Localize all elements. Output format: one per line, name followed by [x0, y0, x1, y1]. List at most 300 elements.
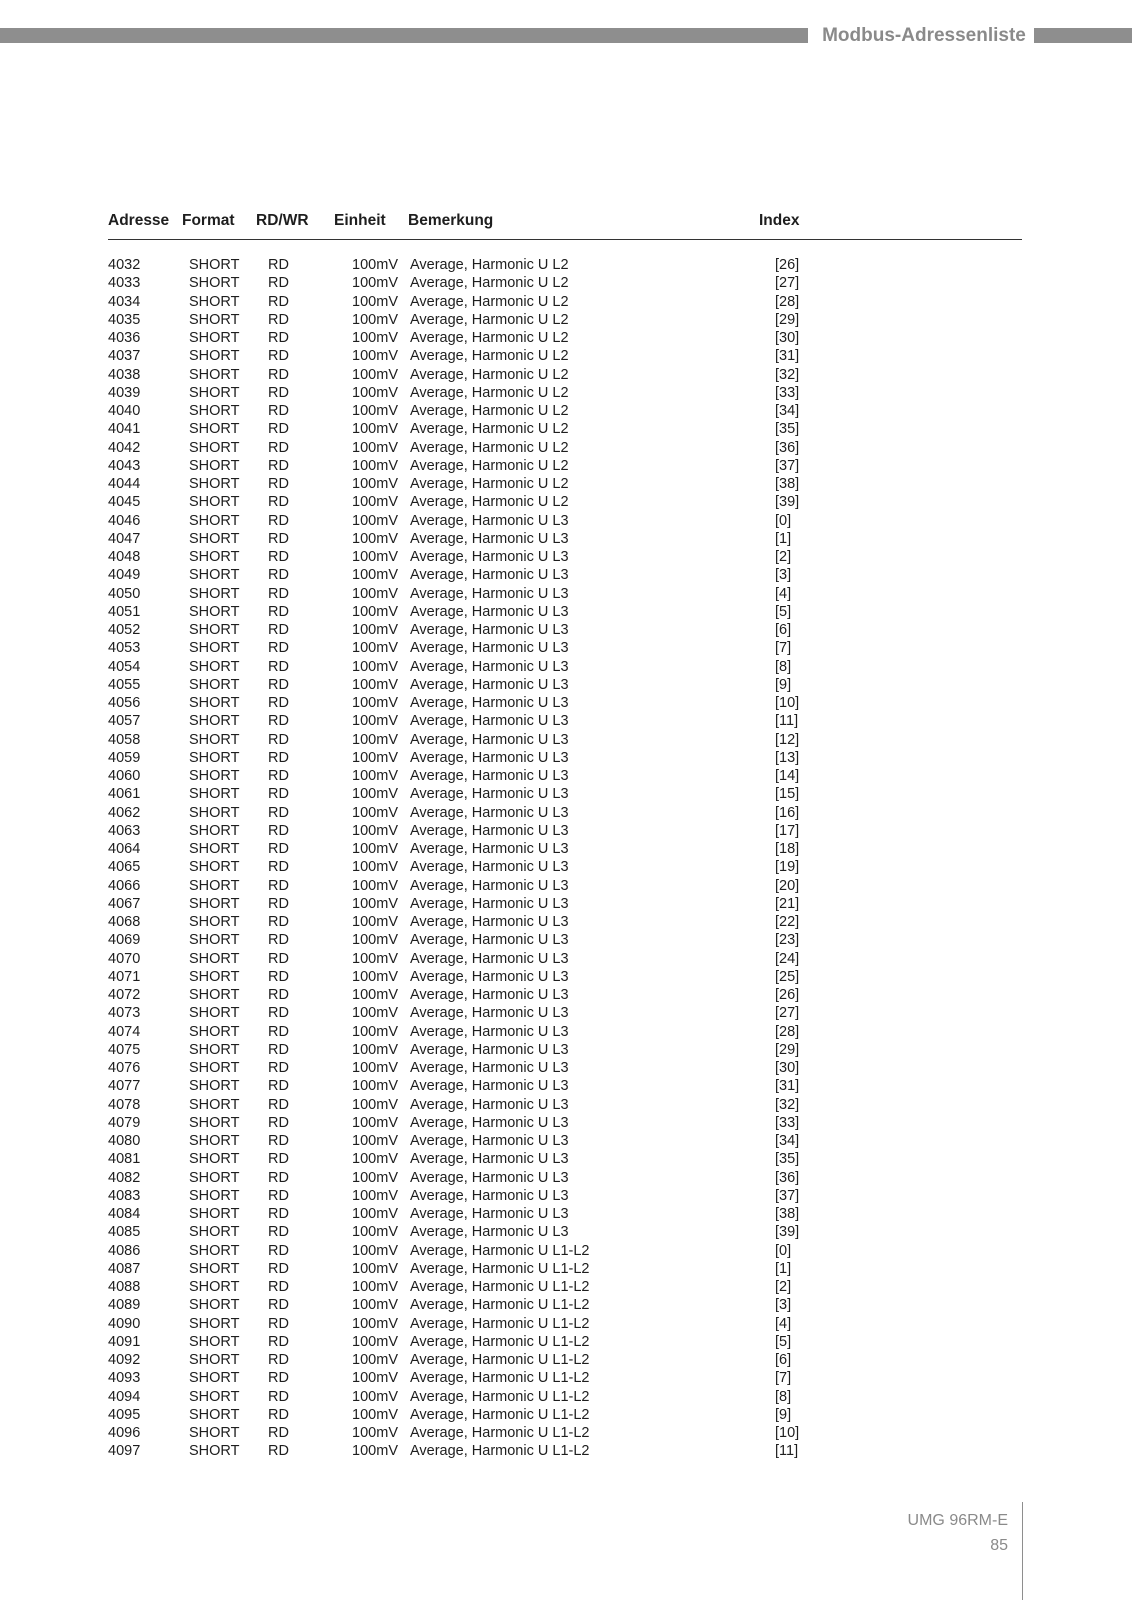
- cell-rdwr: RD: [268, 622, 289, 638]
- cell-adresse: 4086: [108, 1242, 141, 1259]
- cell-bemerkung: Average, Harmonic U L3: [410, 822, 569, 839]
- cell-rdwr: RD: [268, 1406, 289, 1423]
- cell-adresse: 4087: [108, 1260, 141, 1277]
- cell-format: SHORT: [189, 859, 240, 876]
- cell-format: SHORT: [189, 1206, 240, 1222]
- cell-bemerkung: Average, Harmonic U L3: [410, 1078, 569, 1095]
- table-row: [0, 785, 1132, 803]
- cell-bemerkung: Average, Harmonic U L2: [410, 257, 569, 273]
- cell-format: SHORT: [189, 987, 240, 1003]
- cell-adresse: 4091: [108, 1333, 141, 1350]
- cell-rdwr: RD: [268, 1187, 289, 1204]
- cell-rdwr: RD: [268, 275, 289, 292]
- table-row: [0, 311, 1132, 329]
- cell-bemerkung: Average, Harmonic U L3: [410, 950, 569, 967]
- cell-rdwr: RD: [268, 1443, 289, 1460]
- cell-adresse: 4069: [108, 932, 141, 949]
- cell-bemerkung: Average, Harmonic U L3: [410, 512, 569, 529]
- cell-format: SHORT: [189, 384, 240, 401]
- cell-adresse: 4057: [108, 713, 141, 730]
- cell-bemerkung: Average, Harmonic U L3: [410, 877, 569, 894]
- cell-einheit: 100mV: [352, 1315, 398, 1332]
- cell-format: SHORT: [189, 421, 240, 438]
- cell-format: SHORT: [189, 1151, 240, 1168]
- table-row: [0, 694, 1132, 712]
- cell-format: SHORT: [189, 822, 240, 839]
- cell-format: SHORT: [189, 1315, 240, 1332]
- cell-format: SHORT: [189, 1352, 240, 1368]
- cell-adresse: 4039: [108, 384, 141, 401]
- cell-adresse: 4083: [108, 1187, 141, 1204]
- cell-bemerkung: Average, Harmonic U L3: [410, 1169, 569, 1186]
- cell-format: SHORT: [189, 804, 240, 821]
- cell-bemerkung: Average, Harmonic U L2: [410, 275, 569, 292]
- cell-index: [18]: [775, 841, 800, 857]
- table-row: [0, 493, 1132, 511]
- cell-einheit: 100mV: [352, 1443, 398, 1460]
- cell-index: [29]: [775, 1041, 800, 1058]
- cell-bemerkung: Average, Harmonic U L2: [410, 293, 569, 310]
- table-row: [0, 1205, 1132, 1223]
- cell-einheit: 100mV: [352, 549, 398, 565]
- cell-bemerkung: Average, Harmonic U L3: [410, 1114, 569, 1131]
- cell-adresse: 4052: [108, 622, 141, 638]
- cell-einheit: 100mV: [352, 804, 398, 821]
- cell-einheit: 100mV: [352, 421, 398, 438]
- cell-index: [27]: [775, 1005, 800, 1022]
- table-row: [0, 457, 1132, 475]
- cell-index: [10]: [775, 695, 800, 711]
- cell-index: [32]: [775, 366, 800, 383]
- cell-bemerkung: Average, Harmonic U L3: [410, 1206, 569, 1222]
- cell-rdwr: RD: [268, 384, 289, 401]
- cell-einheit: 100mV: [352, 1023, 398, 1040]
- footer-divider: [1022, 1502, 1023, 1600]
- cell-einheit: 100mV: [352, 914, 398, 930]
- cell-index: [4]: [775, 1315, 792, 1332]
- cell-rdwr: RD: [268, 603, 289, 620]
- cell-einheit: 100mV: [352, 366, 398, 383]
- cell-adresse: 4081: [108, 1151, 141, 1168]
- cell-einheit: 100mV: [352, 695, 398, 711]
- cell-format: SHORT: [189, 439, 240, 456]
- cell-einheit: 100mV: [352, 1114, 398, 1131]
- cell-index: [26]: [775, 257, 800, 273]
- cell-index: [15]: [775, 786, 800, 803]
- cell-bemerkung: Average, Harmonic U L3: [410, 585, 569, 602]
- cell-bemerkung: Average, Harmonic U L3: [410, 713, 569, 730]
- cell-adresse: 4045: [108, 494, 141, 511]
- cell-format: SHORT: [189, 950, 240, 967]
- table-row: [0, 603, 1132, 621]
- table-row: [0, 1442, 1132, 1460]
- cell-rdwr: RD: [268, 1060, 289, 1076]
- cell-einheit: 100mV: [352, 731, 398, 748]
- cell-format: SHORT: [189, 1005, 240, 1022]
- cell-rdwr: RD: [268, 640, 289, 657]
- cell-format: SHORT: [189, 1096, 240, 1113]
- cell-bemerkung: Average, Harmonic U L1-L2: [410, 1279, 590, 1295]
- cell-einheit: 100mV: [352, 494, 398, 511]
- cell-einheit: 100mV: [352, 457, 398, 474]
- cell-index: [33]: [775, 1114, 800, 1131]
- table-row: [0, 256, 1132, 274]
- table-row: [0, 1132, 1132, 1150]
- cell-bemerkung: Average, Harmonic U L3: [410, 731, 569, 748]
- cell-index: [27]: [775, 275, 800, 292]
- cell-adresse: 4033: [108, 275, 141, 292]
- cell-adresse: 4080: [108, 1133, 141, 1149]
- cell-index: [30]: [775, 330, 800, 346]
- cell-format: SHORT: [189, 1443, 240, 1460]
- cell-rdwr: RD: [268, 1133, 289, 1149]
- cell-format: SHORT: [189, 366, 240, 383]
- cell-adresse: 4051: [108, 603, 141, 620]
- cell-format: SHORT: [189, 676, 240, 693]
- cell-index: [9]: [775, 1406, 792, 1423]
- cell-bemerkung: Average, Harmonic U L3: [410, 640, 569, 657]
- table-row: [0, 347, 1132, 365]
- cell-einheit: 100mV: [352, 1333, 398, 1350]
- cell-rdwr: RD: [268, 585, 289, 602]
- cell-adresse: 4065: [108, 859, 141, 876]
- cell-einheit: 100mV: [352, 293, 398, 310]
- cell-format: SHORT: [189, 1242, 240, 1259]
- cell-index: [3]: [775, 1297, 792, 1314]
- cell-einheit: 100mV: [352, 1260, 398, 1277]
- cell-einheit: 100mV: [352, 658, 398, 675]
- cell-adresse: 4079: [108, 1114, 141, 1131]
- cell-rdwr: RD: [268, 457, 289, 474]
- cell-bemerkung: Average, Harmonic U L2: [410, 476, 569, 492]
- cell-adresse: 4070: [108, 950, 141, 967]
- cell-format: SHORT: [189, 695, 240, 711]
- cell-format: SHORT: [189, 530, 240, 547]
- cell-bemerkung: Average, Harmonic U L3: [410, 786, 569, 803]
- cell-rdwr: RD: [268, 512, 289, 529]
- cell-bemerkung: Average, Harmonic U L2: [410, 494, 569, 511]
- cell-format: SHORT: [189, 311, 240, 328]
- cell-adresse: 4077: [108, 1078, 141, 1095]
- cell-adresse: 4049: [108, 567, 141, 584]
- cell-rdwr: RD: [268, 1041, 289, 1058]
- cell-index: [19]: [775, 859, 800, 876]
- cell-bemerkung: Average, Harmonic U L2: [410, 330, 569, 346]
- cell-adresse: 4064: [108, 841, 141, 857]
- cell-rdwr: RD: [268, 257, 289, 273]
- cell-bemerkung: Average, Harmonic U L2: [410, 457, 569, 474]
- cell-format: SHORT: [189, 658, 240, 675]
- cell-format: SHORT: [189, 841, 240, 857]
- column-header-index: Index: [759, 212, 800, 229]
- cell-rdwr: RD: [268, 366, 289, 383]
- cell-rdwr: RD: [268, 713, 289, 730]
- cell-einheit: 100mV: [352, 567, 398, 584]
- table-row: [0, 1351, 1132, 1369]
- cell-bemerkung: Average, Harmonic U L2: [410, 311, 569, 328]
- column-header-rdwr: RD/WR: [256, 212, 309, 229]
- cell-adresse: 4072: [108, 987, 141, 1003]
- cell-einheit: 100mV: [352, 1388, 398, 1405]
- cell-einheit: 100mV: [352, 968, 398, 985]
- cell-bemerkung: Average, Harmonic U L1-L2: [410, 1333, 590, 1350]
- cell-index: [30]: [775, 1060, 800, 1076]
- table-row: [0, 858, 1132, 876]
- cell-einheit: 100mV: [352, 439, 398, 456]
- table-row: [0, 931, 1132, 949]
- cell-format: SHORT: [189, 932, 240, 949]
- cell-bemerkung: Average, Harmonic U L3: [410, 987, 569, 1003]
- cell-adresse: 4034: [108, 293, 141, 310]
- cell-index: [26]: [775, 987, 800, 1003]
- cell-index: [34]: [775, 403, 800, 419]
- cell-rdwr: RD: [268, 914, 289, 930]
- table-row: [0, 1096, 1132, 1114]
- cell-rdwr: RD: [268, 1279, 289, 1295]
- cell-adresse: 4073: [108, 1005, 141, 1022]
- cell-format: SHORT: [189, 293, 240, 310]
- cell-index: [28]: [775, 293, 800, 310]
- table-row: [0, 712, 1132, 730]
- cell-adresse: 4044: [108, 476, 141, 492]
- cell-adresse: 4075: [108, 1041, 141, 1058]
- cell-bemerkung: Average, Harmonic U L1-L2: [410, 1352, 590, 1368]
- cell-adresse: 4060: [108, 768, 141, 784]
- cell-adresse: 4096: [108, 1425, 141, 1441]
- cell-adresse: 4040: [108, 403, 141, 419]
- cell-einheit: 100mV: [352, 530, 398, 547]
- table-row: [0, 1223, 1132, 1241]
- column-header-format: Format: [182, 212, 235, 229]
- cell-einheit: 100mV: [352, 932, 398, 949]
- cell-format: SHORT: [189, 914, 240, 930]
- cell-index: [36]: [775, 1169, 800, 1186]
- cell-adresse: 4035: [108, 311, 141, 328]
- cell-adresse: 4071: [108, 968, 141, 985]
- cell-index: [25]: [775, 968, 800, 985]
- cell-adresse: 4082: [108, 1169, 141, 1186]
- cell-adresse: 4050: [108, 585, 141, 602]
- cell-index: [6]: [775, 1352, 792, 1368]
- table-row: [0, 1278, 1132, 1296]
- cell-index: [14]: [775, 768, 800, 784]
- table-row: [0, 1333, 1132, 1351]
- cell-rdwr: RD: [268, 1078, 289, 1095]
- cell-adresse: 4062: [108, 804, 141, 821]
- cell-bemerkung: Average, Harmonic U L1-L2: [410, 1315, 590, 1332]
- cell-rdwr: RD: [268, 1370, 289, 1387]
- cell-format: SHORT: [189, 968, 240, 985]
- cell-einheit: 100mV: [352, 330, 398, 346]
- table-row: [0, 822, 1132, 840]
- cell-bemerkung: Average, Harmonic U L3: [410, 1023, 569, 1040]
- cell-rdwr: RD: [268, 968, 289, 985]
- cell-einheit: 100mV: [352, 348, 398, 365]
- cell-rdwr: RD: [268, 1023, 289, 1040]
- cell-bemerkung: Average, Harmonic U L3: [410, 530, 569, 547]
- cell-rdwr: RD: [268, 768, 289, 784]
- cell-format: SHORT: [189, 640, 240, 657]
- cell-rdwr: RD: [268, 311, 289, 328]
- cell-adresse: 4059: [108, 749, 141, 766]
- cell-adresse: 4047: [108, 530, 141, 547]
- table-row: [0, 895, 1132, 913]
- table-row: [0, 1369, 1132, 1387]
- cell-adresse: 4094: [108, 1388, 141, 1405]
- cell-bemerkung: Average, Harmonic U L1-L2: [410, 1297, 590, 1314]
- cell-index: [29]: [775, 311, 800, 328]
- cell-adresse: 4068: [108, 914, 141, 930]
- table-row: [0, 1114, 1132, 1132]
- cell-adresse: 4043: [108, 457, 141, 474]
- cell-einheit: 100mV: [352, 1151, 398, 1168]
- cell-format: SHORT: [189, 403, 240, 419]
- table-row: [0, 402, 1132, 420]
- cell-adresse: 4097: [108, 1443, 141, 1460]
- cell-einheit: 100mV: [352, 676, 398, 693]
- cell-format: SHORT: [189, 457, 240, 474]
- cell-einheit: 100mV: [352, 1169, 398, 1186]
- cell-bemerkung: Average, Harmonic U L3: [410, 1096, 569, 1113]
- cell-format: SHORT: [189, 549, 240, 565]
- cell-adresse: 4066: [108, 877, 141, 894]
- table-row: [0, 749, 1132, 767]
- cell-einheit: 100mV: [352, 512, 398, 529]
- cell-format: SHORT: [189, 1114, 240, 1131]
- cell-format: SHORT: [189, 330, 240, 346]
- cell-rdwr: RD: [268, 1151, 289, 1168]
- table-row: [0, 1004, 1132, 1022]
- cell-format: SHORT: [189, 1260, 240, 1277]
- cell-adresse: 4041: [108, 421, 141, 438]
- cell-einheit: 100mV: [352, 859, 398, 876]
- cell-einheit: 100mV: [352, 476, 398, 492]
- cell-index: [36]: [775, 439, 800, 456]
- cell-index: [5]: [775, 603, 792, 620]
- table-row: [0, 384, 1132, 402]
- cell-bemerkung: Average, Harmonic U L1-L2: [410, 1443, 590, 1460]
- column-header-adresse: Adresse: [108, 212, 170, 229]
- cell-einheit: 100mV: [352, 1206, 398, 1222]
- cell-einheit: 100mV: [352, 822, 398, 839]
- cell-adresse: 4048: [108, 549, 141, 565]
- cell-bemerkung: Average, Harmonic U L3: [410, 1041, 569, 1058]
- cell-index: [38]: [775, 1206, 800, 1222]
- cell-format: SHORT: [189, 257, 240, 273]
- cell-einheit: 100mV: [352, 768, 398, 784]
- cell-rdwr: RD: [268, 293, 289, 310]
- cell-format: SHORT: [189, 749, 240, 766]
- cell-adresse: 4032: [108, 257, 141, 273]
- cell-einheit: 100mV: [352, 1425, 398, 1441]
- table-row: [0, 1296, 1132, 1314]
- cell-rdwr: RD: [268, 1333, 289, 1350]
- cell-bemerkung: Average, Harmonic U L3: [410, 749, 569, 766]
- table-row: [0, 877, 1132, 895]
- cell-adresse: 4053: [108, 640, 141, 657]
- cell-index: [31]: [775, 1078, 800, 1095]
- cell-adresse: 4042: [108, 439, 141, 456]
- cell-rdwr: RD: [268, 841, 289, 857]
- cell-bemerkung: Average, Harmonic U L3: [410, 567, 569, 584]
- cell-rdwr: RD: [268, 987, 289, 1003]
- cell-bemerkung: Average, Harmonic U L1-L2: [410, 1370, 590, 1387]
- cell-format: SHORT: [189, 622, 240, 638]
- cell-adresse: 4084: [108, 1206, 141, 1222]
- cell-rdwr: RD: [268, 859, 289, 876]
- cell-format: SHORT: [189, 1333, 240, 1350]
- cell-bemerkung: Average, Harmonic U L3: [410, 676, 569, 693]
- cell-index: [0]: [775, 1242, 792, 1259]
- cell-einheit: 100mV: [352, 1297, 398, 1314]
- cell-format: SHORT: [189, 1023, 240, 1040]
- cell-rdwr: RD: [268, 549, 289, 565]
- cell-rdwr: RD: [268, 476, 289, 492]
- cell-bemerkung: Average, Harmonic U L3: [410, 658, 569, 675]
- cell-bemerkung: Average, Harmonic U L2: [410, 421, 569, 438]
- cell-format: SHORT: [189, 567, 240, 584]
- table-row: [0, 658, 1132, 676]
- cell-rdwr: RD: [268, 1005, 289, 1022]
- cell-rdwr: RD: [268, 1425, 289, 1441]
- cell-adresse: 4056: [108, 695, 141, 711]
- cell-bemerkung: Average, Harmonic U L2: [410, 348, 569, 365]
- cell-index: [0]: [775, 512, 792, 529]
- cell-rdwr: RD: [268, 1096, 289, 1113]
- cell-einheit: 100mV: [352, 877, 398, 894]
- cell-adresse: 4085: [108, 1224, 141, 1241]
- cell-rdwr: RD: [268, 950, 289, 967]
- cell-format: SHORT: [189, 1425, 240, 1441]
- cell-einheit: 100mV: [352, 1242, 398, 1259]
- cell-rdwr: RD: [268, 695, 289, 711]
- cell-rdwr: RD: [268, 1224, 289, 1241]
- cell-einheit: 100mV: [352, 786, 398, 803]
- table-row: [0, 767, 1132, 785]
- cell-einheit: 100mV: [352, 713, 398, 730]
- cell-index: [2]: [775, 549, 792, 565]
- table-row: [0, 731, 1132, 749]
- cell-einheit: 100mV: [352, 1133, 398, 1149]
- cell-rdwr: RD: [268, 1352, 289, 1368]
- cell-index: [24]: [775, 950, 800, 967]
- cell-einheit: 100mV: [352, 1279, 398, 1295]
- cell-index: [16]: [775, 804, 800, 821]
- table-row: [0, 639, 1132, 657]
- cell-index: [10]: [775, 1425, 800, 1441]
- cell-index: [34]: [775, 1133, 800, 1149]
- cell-einheit: 100mV: [352, 1096, 398, 1113]
- cell-rdwr: RD: [268, 421, 289, 438]
- cell-rdwr: RD: [268, 567, 289, 584]
- cell-einheit: 100mV: [352, 622, 398, 638]
- cell-format: SHORT: [189, 348, 240, 365]
- cell-bemerkung: Average, Harmonic U L1-L2: [410, 1242, 590, 1259]
- cell-adresse: 4095: [108, 1406, 141, 1423]
- cell-rdwr: RD: [268, 348, 289, 365]
- cell-index: [31]: [775, 348, 800, 365]
- table-row: [0, 366, 1132, 384]
- cell-index: [12]: [775, 731, 800, 748]
- cell-rdwr: RD: [268, 1242, 289, 1259]
- cell-einheit: 100mV: [352, 403, 398, 419]
- cell-einheit: 100mV: [352, 1078, 398, 1095]
- table-row: [0, 274, 1132, 292]
- cell-adresse: 4037: [108, 348, 141, 365]
- footer-model: UMG 96RM-E: [907, 1512, 1008, 1529]
- cell-bemerkung: Average, Harmonic U L3: [410, 1151, 569, 1168]
- table-row: [0, 566, 1132, 584]
